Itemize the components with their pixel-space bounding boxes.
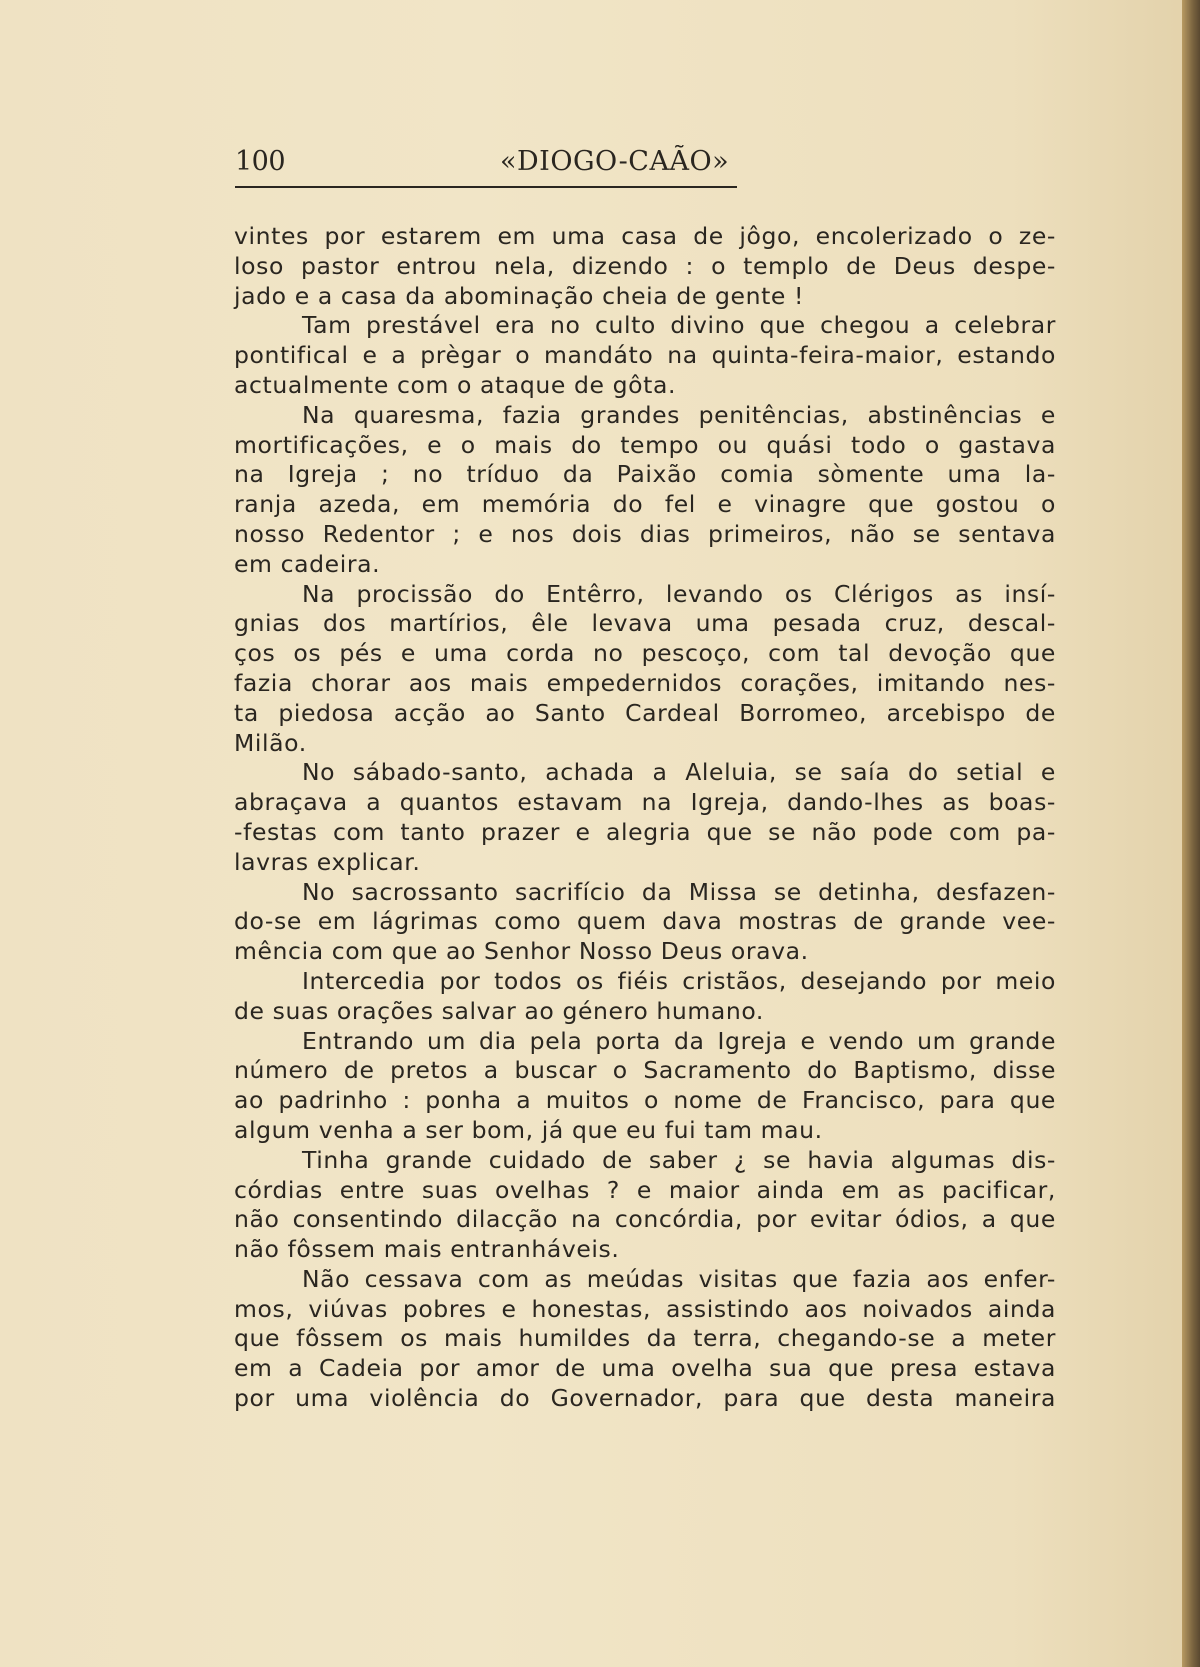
text-line: loso pastor entrou nela, dizendo : o templo de Deus despe- [234, 251, 1056, 280]
text-line: Intercedia por todos os fiéis cristãos, desejando por meio [302, 966, 1056, 995]
page-number: 100 [235, 146, 286, 177]
text-line: que fôssem os mais humildes da terra, chegando-se a meter [234, 1324, 1056, 1353]
text-line: algum venha a ser bom, já que eu fui tam mau. [234, 1115, 823, 1144]
text-line: na Igreja ; no tríduo da Paixão comia sòmente uma la- [234, 460, 1056, 489]
text-line: mos, viúvas pobres e honestas, assistindo aos noivados ainda [234, 1294, 1056, 1323]
page-edge [1182, 0, 1200, 1667]
text-line: Entrando um dia pela porta da Igreja e vendo um grande [302, 1026, 1056, 1055]
body-text [234, 222, 1056, 1414]
page-header [235, 144, 737, 188]
text-line: em a Cadeia por amor de uma ovelha sua que presa estava [234, 1354, 1056, 1383]
text-line: abraçava a quantos estavam na Igreja, dando-lhes as boas- [234, 788, 1056, 817]
text-line: Tinha grande cuidado de saber ¿ se havia algumas dis- [302, 1145, 1056, 1174]
text-line: nosso Redentor ; e nos dois dias primeiros, não se sentava [234, 519, 1056, 548]
text-line: de suas orações salvar ao género humano. [234, 996, 764, 1025]
text-line: em cadeira. [234, 549, 381, 578]
text-line: do-se em lágrimas como quem dava mostras de grande vee- [234, 907, 1056, 936]
text-line: córdias entre suas ovelhas ? e maior ainda em as pacificar, [234, 1175, 1056, 1204]
text-line: não consentindo dilacção na concórdia, por evitar ódios, a que [234, 1205, 1056, 1234]
running-title: «DIOGO-CAÃO» [500, 146, 730, 177]
text-line: Milão. [234, 728, 307, 757]
text-line: Na procissão do Entêrro, levando os Clérigos as insí- [302, 579, 1056, 608]
text-line: Na quaresma, fazia grandes penitências, abstinências e [302, 400, 1056, 429]
text-line: ta piedosa acção ao Santo Cardeal Borromeo, arcebispo de [234, 698, 1056, 727]
text-line: ços os pés e uma corda no pescoço, com tal devoção que [234, 639, 1056, 668]
text-line: vintes por estarem em uma casa de jôgo, encolerizado o ze- [234, 222, 1056, 250]
text-line: pontifical e a prègar o mandáto na quinta-feira-maior, estando [234, 341, 1056, 370]
text-line: mência com que ao Senhor Nosso Deus orava. [234, 937, 809, 966]
text-line: ao padrinho : ponha a muitos o nome de Francisco, para que [234, 1086, 1056, 1115]
text-line: Não cessava com as meúdas visitas que fazia aos enfer- [302, 1264, 1056, 1293]
text-line: número de pretos a buscar o Sacramento do Baptismo, disse [234, 1056, 1056, 1085]
text-line: actualmente com o ataque de gôta. [234, 370, 677, 399]
text-line: fazia chorar aos mais empedernidos corações, imitando nes- [234, 668, 1056, 697]
text-line: No sábado-santo, achada a Aleluia, se saía do setial e [302, 758, 1056, 787]
text-line: mortificações, e o mais do tempo ou quási todo o gastava [234, 430, 1056, 459]
text-line: não fôssem mais entranháveis. [234, 1235, 620, 1264]
text-line: No sacrossanto sacrifício da Missa se detinha, desfazen- [302, 877, 1056, 906]
text-line: -festas com tanto prazer e alegria que se não pode com pa- [234, 817, 1056, 846]
text-line: por uma violência do Governador, para que desta maneira [234, 1384, 1056, 1413]
text-line: jado e a casa da abominação cheia de gente ! [234, 281, 805, 310]
text-line: Tam prestável era no culto divino que chegou a celebrar [302, 311, 1056, 340]
text-line: ranja azeda, em memória do fel e vinagre que gostou o [234, 490, 1056, 519]
text-line: gnias dos martírios, êle levava uma pesada cruz, descal- [234, 609, 1056, 638]
text-line: lavras explicar. [234, 847, 421, 876]
